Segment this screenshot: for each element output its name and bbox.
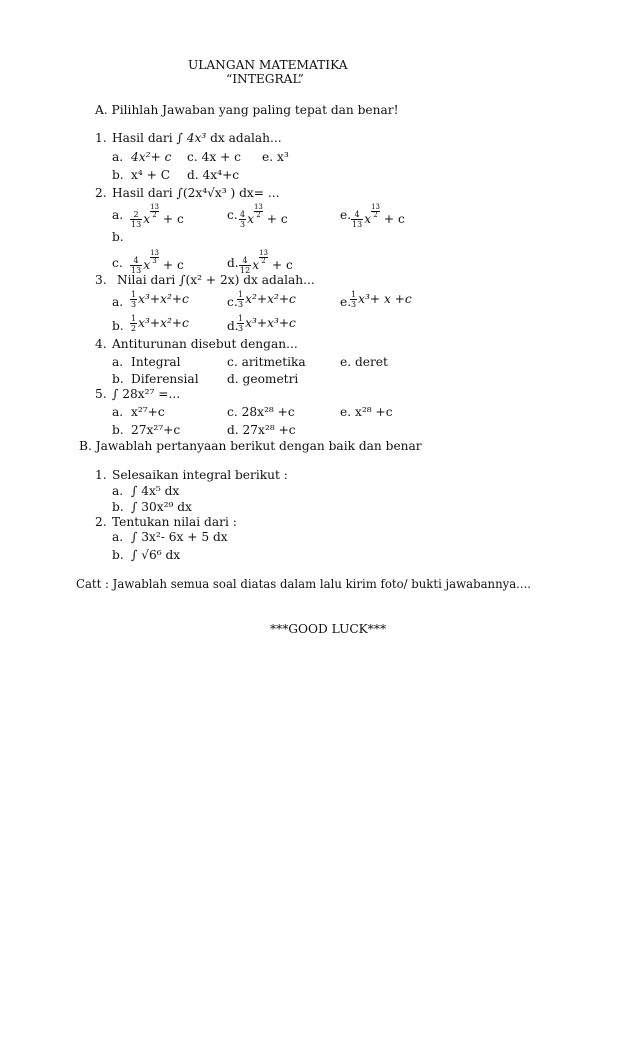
q5-option-a: x²⁷+c — [131, 405, 165, 419]
q3-option-e-label: e. — [340, 295, 352, 309]
question-4-text: Antiturunan disebut dengan... — [112, 337, 298, 351]
q2-e-coef-num: 4 — [351, 210, 363, 220]
q3-b-fraction — [130, 314, 137, 333]
q2-option-c2-label: c. — [112, 256, 123, 270]
question-1-pre: Hasil dari ∫ — [112, 131, 187, 145]
q2-e-plus-c: + c — [383, 212, 405, 226]
q3-b-tail: x³+x²+c — [138, 316, 189, 330]
document-subtitle: “INTEGRAL” — [226, 72, 304, 86]
q2-e-var: x — [364, 212, 372, 226]
q3-c-fraction — [237, 290, 244, 309]
q2-c2-plus-c: + c — [162, 258, 184, 272]
q3-d-tail: x³+x³+c — [245, 316, 296, 330]
q2-a-exponent — [150, 204, 159, 219]
q2-d-var: x — [252, 258, 260, 272]
question-1-post: dx adalah... — [206, 131, 282, 145]
q3-option-e — [349, 290, 412, 309]
b-q2-option-a: ∫ 3x²- 6x + 5 dx — [131, 530, 228, 544]
section-b-q2-number: 2. — [95, 515, 107, 529]
q4-option-d: d. geometri — [227, 372, 299, 386]
question-4-number: 4. — [95, 337, 107, 351]
section-b-title: B. Jawablah pertanyaan berikut dengan baik dan benar — [79, 439, 422, 453]
q2-a-coef-num: 2 — [130, 210, 142, 220]
q3-c-num: 1 — [238, 290, 244, 299]
q2-c2-coef-den: 13 — [131, 266, 142, 275]
q1-option-c: c. 4x + c — [187, 150, 241, 164]
q3-option-c — [236, 290, 296, 309]
q1-option-a: 4x²+ c — [131, 150, 172, 164]
b-q2-option-a-label: a. — [112, 530, 124, 544]
q1-option-d: d. 4x⁴+c — [187, 168, 240, 182]
q3-a-den: 3 — [131, 300, 137, 309]
q2-e-exp-num: 13 — [371, 203, 380, 211]
q1-option-e: e. x³ — [262, 150, 289, 164]
b-q2-option-b-label: b. — [112, 548, 124, 562]
q2-option-a-label: a. — [112, 208, 124, 222]
q3-option-a-label: a. — [112, 295, 124, 309]
q2-c2-var: x — [143, 258, 151, 272]
q2-a-exp-den: 2 — [152, 211, 157, 219]
q2-c-var: x — [247, 212, 254, 226]
q2-a-exp-num: 13 — [150, 203, 159, 211]
question-1-text — [112, 131, 282, 145]
q2-c-coef-den: 3 — [240, 220, 246, 229]
b-q2-option-b: ∫ √6⁶ dx — [131, 548, 181, 562]
q2-c-exp-den: 2 — [256, 211, 261, 219]
q2-c-coef-num: 4 — [240, 210, 246, 219]
q3-option-b-label: b. — [112, 319, 124, 333]
q3-e-tail: x³+ x +c — [358, 292, 412, 306]
b-q1-option-a-label: a. — [112, 484, 124, 498]
q3-e-num: 1 — [351, 290, 357, 299]
section-b-q1-number: 1. — [95, 468, 107, 482]
q2-d-exp-den: 2 — [261, 257, 266, 265]
question-1-expr: 4x³ — [186, 131, 207, 145]
q2-d-coef-den: 12 — [240, 266, 251, 275]
q2-c-plus-c: + c — [266, 212, 288, 226]
b-q1-option-a: ∫ 4x⁵ dx — [131, 484, 180, 498]
section-b-q1-text: Selesaikan integral berikut : — [112, 468, 288, 482]
q5-option-b-label: b. — [112, 423, 124, 437]
q3-option-a — [129, 290, 189, 309]
q5-option-d: d. 27x²⁸ +c — [227, 423, 296, 437]
q1-option-a-label: a. — [112, 150, 124, 164]
section-b-q2-text: Tentukan nilai dari : — [112, 515, 237, 529]
q4-option-b: Diferensial — [131, 372, 199, 386]
question-2-text: Hasil dari ∫(2x⁴√x³ ) dx= ... — [112, 186, 280, 200]
question-1-number: 1. — [95, 131, 107, 145]
q2-c-coefficient — [239, 210, 246, 229]
q2-e-coefficient — [351, 210, 363, 229]
b-q1-option-b-label: b. — [112, 500, 124, 514]
q2-c-exp-num: 13 — [253, 203, 263, 211]
q3-c-tail: x²+x²+c — [245, 292, 296, 306]
q2-a-plus-c: + c — [162, 212, 184, 226]
q4-option-a: Integral — [131, 355, 181, 369]
q4-option-e: e. deret — [340, 355, 388, 369]
q3-b-den: 2 — [131, 324, 137, 333]
q2-d-plus-c: + c — [271, 258, 293, 272]
q2-c2-exponent — [150, 250, 159, 265]
q2-a-coefficient — [130, 210, 142, 229]
instruction-note: Catt : Jawablah semua soal diatas dalam lalu kirim foto/ bukti jawabannya.... — [76, 577, 532, 591]
question-3-number: 3. — [95, 273, 107, 287]
q2-c2-exp-num: 13 — [150, 249, 159, 257]
q2-c2-coef-num: 4 — [130, 256, 142, 266]
q2-option-c-label: c. — [227, 208, 238, 222]
q4-option-c: c. aritmetika — [227, 355, 306, 369]
section-a-title: A. Pilihlah Jawaban yang paling tepat dan benar! — [95, 103, 399, 117]
document-title: ULANGAN MATEMATIKA — [188, 58, 348, 72]
closing-message: ***GOOD LUCK*** — [270, 622, 387, 636]
q2-option-d — [238, 250, 293, 275]
q3-option-b — [129, 314, 189, 333]
q1-option-b-label: b. — [112, 168, 124, 182]
q2-option-e — [350, 204, 405, 229]
q2-option-d-label: d. — [227, 256, 239, 270]
q3-a-tail: x³+x²+c — [138, 292, 189, 306]
q2-d-coef-num: 4 — [239, 256, 251, 266]
q3-b-num: 1 — [131, 314, 137, 323]
q2-d-exp-num: 13 — [259, 249, 268, 257]
q3-option-d-label: d. — [227, 319, 239, 333]
q3-a-fraction — [130, 290, 137, 309]
q2-a-coef-den: 13 — [131, 220, 142, 229]
q2-e-exp-den: 2 — [373, 211, 378, 219]
q2-option-c — [238, 204, 288, 229]
q3-d-num: 1 — [238, 314, 244, 323]
q3-e-fraction — [350, 290, 357, 309]
q3-d-den: 3 — [238, 324, 244, 333]
question-5-text: ∫ 28x²⁷ =... — [112, 387, 181, 401]
q3-option-d — [236, 314, 296, 333]
q3-c-den: 3 — [238, 300, 244, 309]
q1-option-b: x⁴ + C — [131, 168, 171, 182]
question-5-number: 5. — [95, 387, 107, 401]
q2-option-e-label: e. — [340, 208, 352, 222]
q3-e-den: 3 — [351, 300, 357, 309]
q5-option-a-label: a. — [112, 405, 124, 419]
q4-option-b-label: b. — [112, 372, 124, 386]
q2-option-c2 — [129, 250, 184, 275]
q4-option-a-label: a. — [112, 355, 124, 369]
q5-option-c: c. 28x²⁸ +c — [227, 405, 295, 419]
q3-a-num: 1 — [131, 290, 137, 299]
q2-a-var: x — [143, 212, 151, 226]
q3-d-fraction — [237, 314, 244, 333]
q2-d-exponent — [259, 250, 268, 265]
q5-option-e: e. x²⁸ +c — [340, 405, 393, 419]
question-3-text: Nilai dari ∫(x² + 2x) dx adalah... — [117, 273, 315, 287]
q2-c-exponent — [254, 204, 263, 219]
q2-c2-exp-den: 3 — [152, 257, 157, 265]
q2-option-b-label: b. — [112, 230, 124, 244]
b-q1-option-b: ∫ 30x²⁹ dx — [131, 500, 192, 514]
q5-option-b: 27x²⁷+c — [131, 423, 181, 437]
q2-e-coef-den: 13 — [352, 220, 363, 229]
q2-e-exponent — [371, 204, 380, 219]
q2-option-a — [129, 204, 184, 229]
question-2-number: 2. — [95, 186, 107, 200]
q3-option-c-label: c. — [227, 295, 238, 309]
